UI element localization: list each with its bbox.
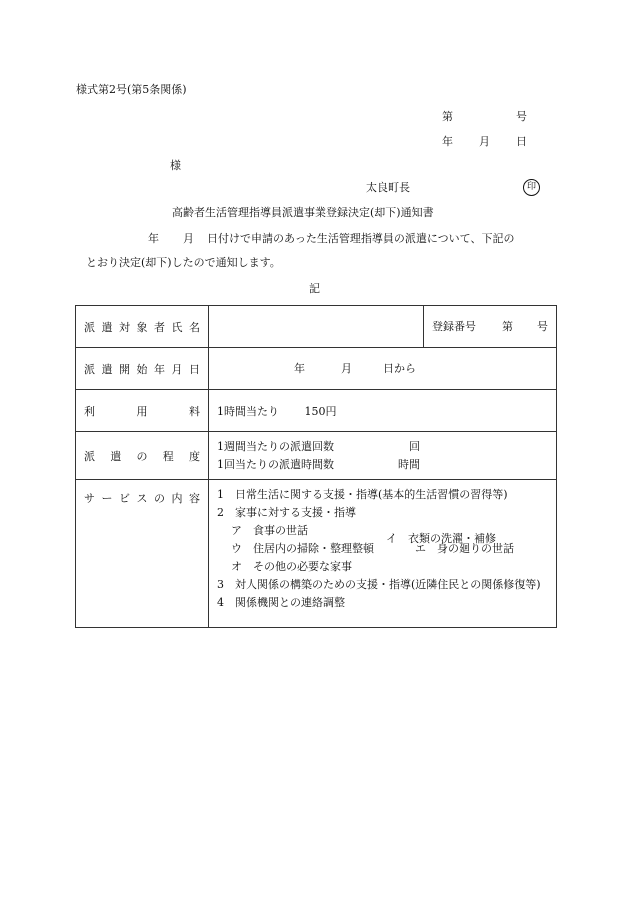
label-cell <box>76 480 209 628</box>
weekly-unit: 回 <box>409 439 420 453</box>
label-service <box>84 490 200 506</box>
per-visit-unit: 時間 <box>398 457 420 471</box>
form-number: 様式第2号(第5条関係) <box>76 83 187 96</box>
label-char: 遣 <box>101 362 113 376</box>
body-text-line2: とおり決定(却下)したので通知します。 <box>86 256 281 269</box>
addressee-suffix: 様 <box>170 159 181 172</box>
fee-cell <box>209 390 557 432</box>
label-char: 遣 <box>101 320 113 334</box>
reg-label: 登録番号 <box>432 319 476 333</box>
start-day-from: 日から <box>383 361 416 375</box>
fee-per-hour: 1時間当たり <box>217 404 279 418</box>
label-char: 名 <box>189 320 200 334</box>
label-fee <box>84 403 200 419</box>
table-row <box>76 348 557 390</box>
label-char: 日 <box>189 362 200 376</box>
label-char: 派 <box>84 449 95 463</box>
seal-mark: 印 <box>523 179 540 196</box>
table-row <box>76 480 557 628</box>
label-char: 開 <box>119 362 130 376</box>
start-date-cell <box>209 348 557 390</box>
label-char: の <box>136 449 148 463</box>
label-char: 料 <box>189 404 200 418</box>
service-sub-i: イ 衣類の洗濯・補修 <box>386 532 496 545</box>
body-text-line1: 日付けで申請のあった生活管理指導員の派遣について、下記の <box>207 232 515 245</box>
service-content-cell <box>209 480 557 628</box>
label-cell <box>76 432 209 480</box>
target-name-field[interactable] <box>209 306 424 348</box>
service-sub-e: エ 身の廻りの世話 <box>415 542 514 555</box>
service-item-1: 1 日常生活に関する支援・指導(基本的生活習慣の習得等) <box>217 488 508 501</box>
body-month: 月 <box>183 232 194 245</box>
table-row <box>76 432 557 480</box>
weekly-label: 1週間当たりの派遣回数 <box>217 439 334 453</box>
label-char: 年 <box>154 362 165 376</box>
reg-go: 号 <box>537 319 548 333</box>
service-item-2: 2 家事に対する支援・指導 <box>217 506 356 519</box>
label-char: サ <box>84 492 95 505</box>
service-item-3: 3 対人関係の構築のための支援・指導(近隣住民との関係修復等) <box>217 578 541 591</box>
label-char: 度 <box>189 449 200 463</box>
label-cell <box>76 306 209 348</box>
label-char: 遣 <box>110 449 122 463</box>
label-extent <box>84 448 200 464</box>
label-cell <box>76 348 209 390</box>
body-year: 年 <box>148 232 159 245</box>
label-char: 対 <box>119 320 130 334</box>
doc-number-dai: 第 <box>442 110 453 123</box>
table-row <box>76 306 557 348</box>
label-char: 用 <box>136 404 148 418</box>
registration-number <box>432 320 548 334</box>
date-year: 年 <box>442 135 453 148</box>
document-title: 高齢者生活管理指導員派遣事業登録決定(却下)通知書 <box>172 206 434 219</box>
date-day: 日 <box>516 135 527 148</box>
label-char: 利 <box>84 404 95 418</box>
start-date <box>217 362 548 376</box>
service-item-4: 4 関係機関との連絡調整 <box>217 596 345 609</box>
per-visit-label: 1回当たりの派遣時間数 <box>217 457 334 471</box>
label-char: 始 <box>136 362 148 376</box>
label-start-date <box>84 361 200 377</box>
service-sub-row <box>217 540 548 558</box>
label-char: 程 <box>162 449 174 463</box>
extent-cell <box>209 432 557 480</box>
date-month: 月 <box>479 135 490 148</box>
label-char: ス <box>136 492 148 505</box>
doc-number-go: 号 <box>516 110 527 123</box>
issuer: 太良町長 <box>366 181 410 194</box>
label-char: 派 <box>84 320 95 334</box>
service-sub-a: ア 食事の世話 <box>231 524 308 537</box>
label-char: の <box>154 492 165 505</box>
table-row <box>76 390 557 432</box>
label-char: ー <box>101 492 113 505</box>
reg-dai: 第 <box>502 319 513 333</box>
label-char: 月 <box>171 362 183 376</box>
label-char: 者 <box>154 320 165 334</box>
label-char: 内 <box>171 492 183 505</box>
service-sub-o: オ その他の必要な家事 <box>231 560 352 573</box>
weekly-count <box>217 438 548 456</box>
service-sub-u: ウ 住居内の掃除・整理整頓 <box>231 542 374 555</box>
label-char: 容 <box>189 492 200 505</box>
label-char: 象 <box>136 320 148 334</box>
fee-amount: 150円 <box>304 404 337 418</box>
registration-cell <box>424 306 557 348</box>
label-char: 氏 <box>171 320 183 334</box>
notice-table <box>75 305 557 628</box>
label-target-name <box>84 319 200 335</box>
label-char: 派 <box>84 362 95 376</box>
label-cell <box>76 390 209 432</box>
start-month: 月 <box>341 361 352 375</box>
start-year: 年 <box>294 361 305 375</box>
ki-heading: 記 <box>309 282 320 295</box>
per-visit-hours <box>217 456 548 474</box>
label-char: ビ <box>119 492 130 505</box>
